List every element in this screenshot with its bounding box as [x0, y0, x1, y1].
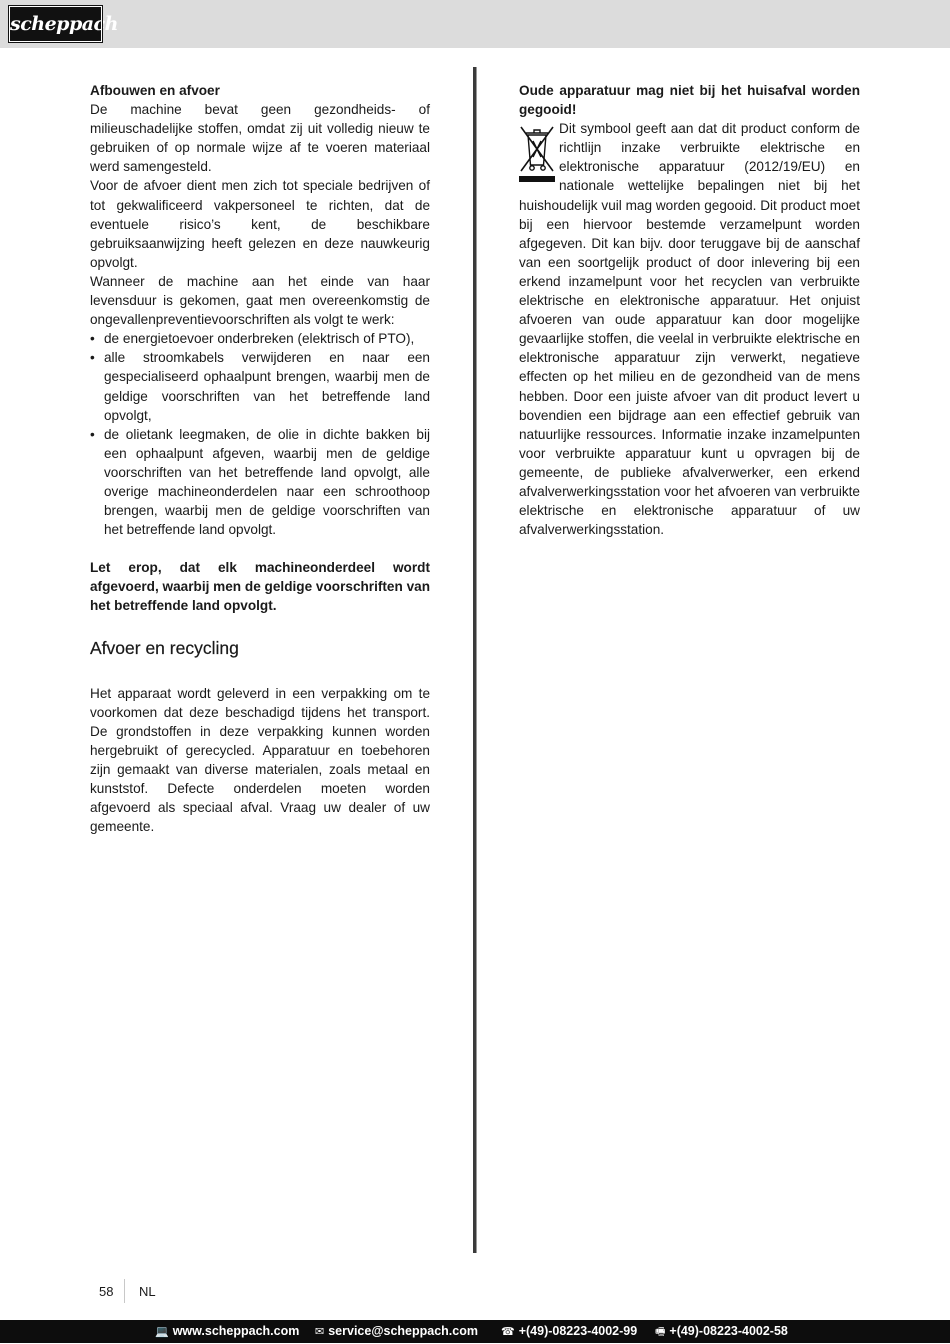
page-number: 58: [99, 1284, 114, 1299]
footer-website[interactable]: 💻 www.scheppach.com: [155, 1324, 300, 1338]
language-code: NL: [139, 1284, 156, 1299]
footer-fax: 🖷 +(49)-08223-4002-58: [655, 1324, 788, 1338]
paragraph: Voor de afvoer dient men zich tot speciale bedrijven of tot gekwalificeerd vakpersoneel te richten, dat de eventuele risico’s kent, de beschikbare gebruiksaanwijzing heeft gelezen en deze nauwkeurig opvolgt.: [90, 178, 430, 270]
paragraph: De machine bevat geen gezondheids- of milieuschadelijke stoffen, omdat zij uit volledig nieuw te gebruiken of op normale wijze af te voeren materiaal werd samengesteld.: [90, 102, 430, 175]
envelope-icon: ✉: [315, 1326, 325, 1338]
section-title-recycling: Afvoer en recycling: [90, 637, 239, 658]
weee-block: [519, 119, 860, 539]
list-item: • de olietank leegmaken, de olie in dichte bakken bij een ophaalpunt afgeven, waarbij men de geldige voorschriften van het betreffende land opvolgt, alle overige machineonderdelen naar een schroothoop brengen, waarbij men de geldige voorschriften van het betreffende land opvolgt.: [90, 426, 430, 538]
disposal-steps-list: [90, 329, 430, 539]
contact-footer: [0, 1320, 950, 1343]
bullet-icon: •: [90, 350, 95, 366]
footer-phone: ☎ +(49)-08223-4002-99: [501, 1324, 638, 1338]
page-number-separator: [124, 1279, 125, 1303]
warning-note: Let erop, dat elk machineonderdeel wordt afgevoerd, waarbij men de geldige voorschriften van het betreffende land opvolgt.: [90, 560, 430, 614]
section-heading-disassembly: Afbouwen en afvoer: [90, 83, 220, 98]
bullet-icon: •: [90, 331, 95, 347]
recycling-paragraph: Het apparaat wordt geleverd in een verpakking om te voorkomen dat deze beschadigd tijdens het transport. De grondstoffen in deze verpakking kunnen worden hergebruikt of gerecycled. Apparatuur en toebehoren zijn gemaakt van diverse materialen, zoals metaal en kunststof. Defecte onderdelen moeten worden afgevoerd als speciaal afval. Vraag uw dealer of uw gemeente.: [90, 685, 430, 835]
section-heading-weee: Oude apparatuur mag niet bij het huisafval worden gegooid!: [519, 83, 860, 118]
telephone-icon: ☎: [501, 1326, 515, 1338]
list-item: • alle stroomkabels verwijderen en naar een gespecialiseerd ophaalpunt brengen, waarbij men de geldige voorschriften van het betreffende land opvolgt,: [90, 350, 430, 423]
weee-paragraph: Dit symbool geeft aan dat dit product conform de richtlijn inzake verbruikte elektrische en elektronische apparatuur (2012/19/EU) en nationale wettelijke bepalingen niet bij het huishoudelijk vuil mag worden gegooid. Dit product moet bij een hiervoor bestemde verzamelpunt worden afgegeven. Dit kan bijv. door teruggave bij de aanschaf van een soortgelijk product of door inlevering bij een erkend inzamelpunt voor het recyclen van verbruikte elektrische en elektronische apparatuur. Het onjuist afvoeren van oude apparatuur kan door mogelijke gevaarlijke stoffen, die veelal in verbruikte elektrische en elektronische apparatuur zijn verwerkt, negatieve effecten op het milieu en de gezondheid van de mens hebben. Door een juiste afvoer van dit product levert u bovendien een bijdrage aan een effectief gebruik van natuurlijke ressources. Informatie inzake inzamelpunten voor verbruikte apparatuur kunt u opvragen bij de gemeente, de publieke afvalverwerker, een erkend afvalverwerkingsstation voor het afvoeren van verbruikte elektrische en elektronische apparatuur of uw afvalverwerkingsstation.: [519, 121, 860, 538]
crossed-out-wheelie-bin-icon: [519, 121, 555, 183]
fax-icon: 🖷: [655, 1326, 666, 1338]
paragraph: Wanneer de machine aan het einde van haar levensduur is gekomen, gaat men overeenkomstig de ongevallenpreventievoorschriften als volgt te werk:: [90, 273, 430, 328]
right-column: [519, 81, 860, 539]
footer-email[interactable]: ✉ service@scheppach.com: [315, 1324, 478, 1338]
computer-icon: 💻: [155, 1326, 169, 1338]
bullet-icon: •: [90, 426, 95, 442]
brand-logo: scheppach: [9, 6, 102, 42]
list-item: • de energietoevoer onderbreken (elektrisch of PTO),: [90, 329, 430, 348]
column-divider: [473, 67, 476, 1253]
header-bar: [0, 0, 950, 48]
left-column: [90, 81, 430, 836]
